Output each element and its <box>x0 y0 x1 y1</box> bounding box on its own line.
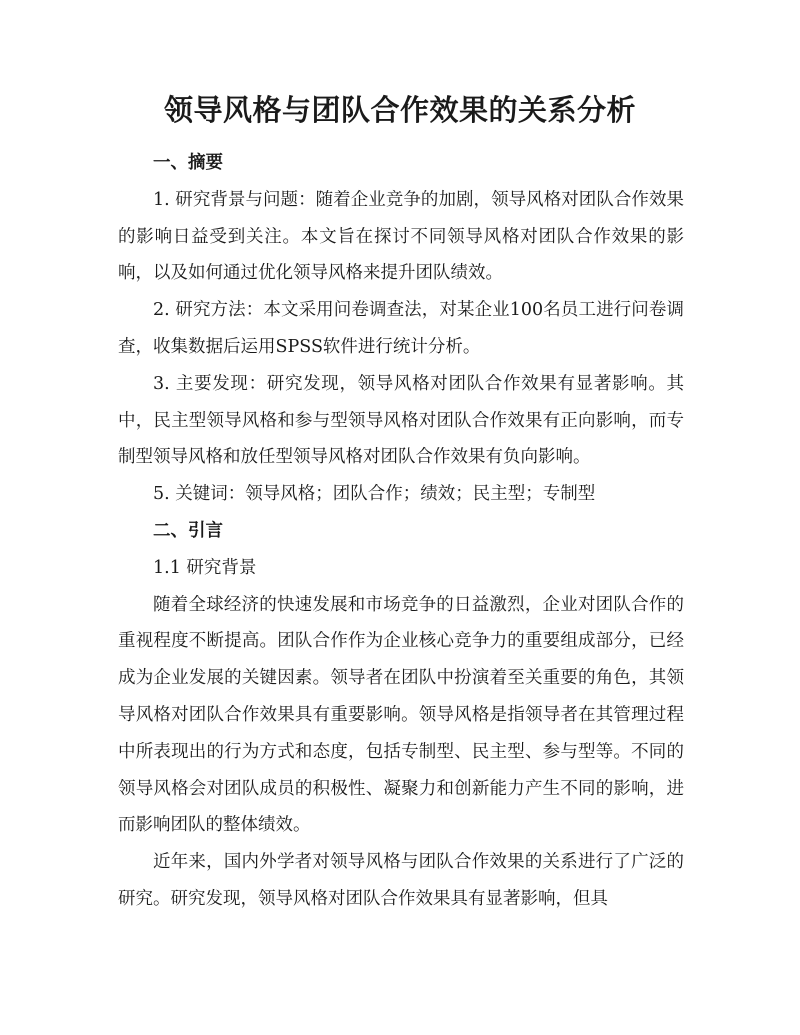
subsection-heading-background: 1.1 研究背景 <box>153 557 257 578</box>
abstract-item-method: 2. 研究方法：本文采用问卷调查法，对某企业100名员工进行问卷调查，收集数据后运用SPSS软件进行统计分析。 <box>118 300 684 357</box>
intro-paragraph: 随着全球经济的快速发展和市场竞争的日益激烈，企业对团队合作的重视程度不断提高。团队合作作为企业核心竞争力的重要组成部分，已经成为企业发展的关键因素。领导者在团队中扮演着至关重要的角色，其领导风格对团队合作效果具有重要影响。领导风格是指领导者在其管理过程中所表现出的行为方式和态度，包括专制型、民主型、参与型等。不同的领导风格会对团队成员的积极性、凝聚力和创新能力产生不同的影响，进而影响团队的整体绩效。 <box>118 594 684 836</box>
document-body <box>118 145 684 918</box>
abstract-item-findings: 3. 主要发现：研究发现，领导风格对团队合作效果有显著影响。其中，民主型领导风格和参与型领导风格对团队合作效果有正向影响，而专制型领导风格和放任型领导风格对团队合作效果有负向影响。 <box>118 373 684 468</box>
section-heading-introduction: 二、引言 <box>153 520 223 541</box>
section-heading-abstract: 一、摘要 <box>153 153 223 173</box>
document-title: 领导风格与团队合作效果的关系分析 <box>163 93 636 127</box>
abstract-item-keywords: 5. 关键词：领导风格；团队合作；绩效；民主型；专制型 <box>153 484 596 505</box>
abstract-item-background: 1. 研究背景与问题：随着企业竞争的加剧，领导风格对团队合作效果的影响日益受到关注。本文旨在探讨不同领导风格对团队合作效果的影响，以及如何通过优化领导风格来提升团队绩效。 <box>118 189 684 284</box>
intro-paragraph: 近年来，国内外学者对领导风格与团队合作效果的关系进行了广泛的研究。研究发现，领导风格对团队合作效果具有显著影响，但具 <box>118 852 684 909</box>
